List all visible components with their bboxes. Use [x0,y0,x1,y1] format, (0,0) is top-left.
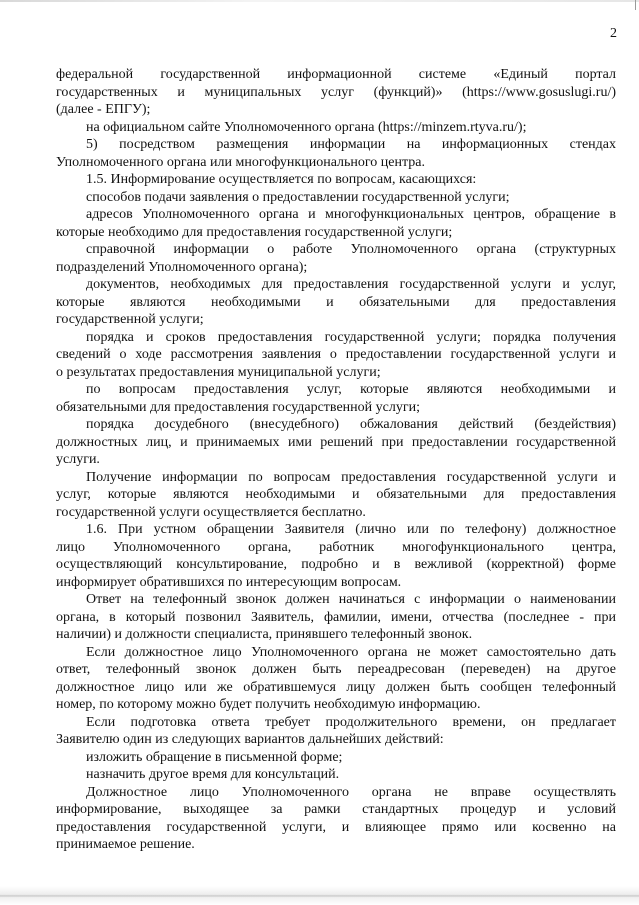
text-line: государственной услуги осуществляется бесплатно. [56,504,366,520]
text-line: подразделений Уполномоченного органа); [56,259,308,275]
text-line: изложить обращение в письменной форме; [86,749,343,765]
scan-bottom-edge [0,886,639,905]
text-line: принимаемое решение. [56,837,195,852]
text-line: Получение информации по вопросам предоставления государственной услуги и [86,469,616,485]
text-line: Ответ на телефонный звонок должен начинаться с информации о наименовании [86,592,616,607]
text-line: 1.6. При устном обращении Заявителя (лично или по телефону) должностное [86,522,616,537]
document-body [56,66,616,854]
page-number: 2 [610,26,617,41]
scan-corner-mark [635,0,636,10]
text-line: государственных и муниципальных услуг (функций)» (https://www.gosuslugi.ru/) [56,84,616,100]
text-line: услуг, которые являются необходимыми и обязательными для предоставления [56,487,616,502]
text-line: должностных лиц, и принимаемых ими решений при предоставлении государственной [56,434,616,450]
text-line: наличии) и должности специалиста, принявшего телефонный звонок. [56,627,473,642]
text-line: предоставления государственной услуги, и влияющее прямо или косвенно на [56,819,616,835]
text-line: документов, необходимых для предоставления государственной услуги и услуг, [86,277,616,292]
text-line: порядка и сроков предоставления государственной услуги; порядка получения [86,329,616,345]
text-line: способов подачи заявления о предоставлении государственной услуги; [86,189,510,205]
text-line: назначить другое время для консультаций. [86,767,340,782]
text-line: сведений о ходе рассмотрения заявления о предоставлении государственной услуги и [56,347,616,362]
text-line: 5) посредством размещения информации на информационных стендах [86,137,616,152]
text-line: номер, по которому можно будет получить необходимую информацию. [56,697,481,712]
text-line: информирование, выходящее за рамки стандартных процедур и условий [56,802,616,817]
text-line: справочной информации о работе Уполномоченного органа (структурных [86,242,616,257]
text-line: лицо Уполномоченного органа, работник многофункционального центра, [56,539,616,555]
text-line: Заявителю один из следующих вариантов дальнейших действий: [56,732,444,747]
text-line: которые являются необходимыми и обязательными для предоставления [56,294,616,310]
text-line: обязательными для предоставления государственной услуги; [56,399,420,415]
text-line: на официальном сайте Уполномоченного органа (https://minzem.rtyva.ru/); [86,119,527,135]
text-line: порядка досудебного (внесудебного) обжалования действий (бездействия) [86,417,616,432]
text-line: адресов Уполномоченного органа и многофункциональных центров, обращение в [86,207,616,222]
text-line: государственной услуги; [56,312,204,327]
text-line: федеральной государственной информационной системе «Единый портал [56,67,616,82]
text-line: осуществляющий консультирование, подробно и в вежливой (корректной) форме [56,557,616,572]
text-line: Уполномоченного органа или многофункционального центра. [56,154,425,170]
text-line: Если должностное лицо Уполномоченного органа не может самостоятельно дать [86,644,616,660]
text-line: по вопросам предоставления услуг, которые являются необходимыми и [86,382,616,397]
text-line: Должностное лицо Уполномоченного органа не вправе осуществлять [86,784,616,800]
text-line: (далее - ЕПГУ); [56,102,151,117]
text-line: Если подготовка ответа требует продолжительного времени, он предлагает [86,714,616,730]
text-line: должностное лицо или же обратившемуся лицу должен быть сообщен телефонный [56,679,616,695]
text-line: ответ, телефонный звонок должен быть переадресован (переведен) на другое [56,662,616,677]
text-line: о результатах предоставления муниципальной услуги; [56,364,381,380]
text-line: 1.5. Информирование осуществляется по вопросам, касающихся: [86,172,477,187]
scan-top-edge [0,0,639,2]
text-line: услуги. [56,452,100,467]
text-line: органа, в который позвонил Заявитель, фамилии, имени, отчества (последнее - при [56,609,616,625]
text-line: которые необходимо для предоставления государственной услуги; [56,224,453,240]
text-line: информирует обратившихся по интересующим вопросам. [56,574,402,590]
